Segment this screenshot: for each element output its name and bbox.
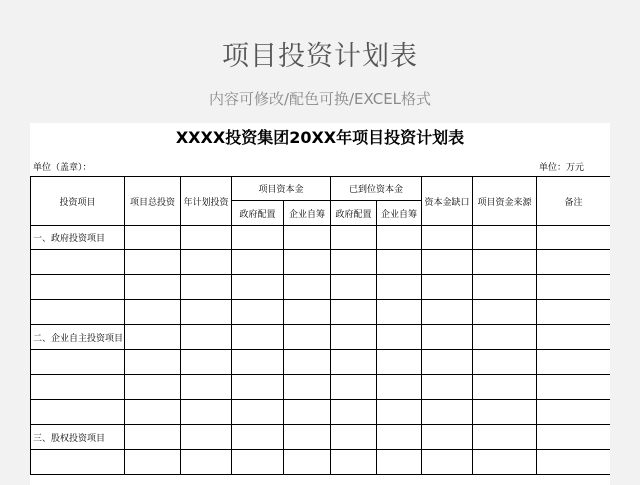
unit-label: 单位：万元 [538, 163, 584, 173]
investment-table [30, 176, 610, 475]
table-row [31, 350, 611, 375]
table-row [31, 450, 611, 475]
section-label: 二、企业自主投资项目 [31, 325, 125, 350]
page-subtitle: 内容可修改/配色可换/EXCEL格式 [208, 90, 432, 108]
header-capital-group: 项目资本金 [232, 177, 331, 201]
table-row [31, 226, 611, 250]
table-row [31, 275, 611, 300]
table-row [31, 325, 611, 350]
section-label: 一、政府投资项目 [31, 226, 125, 250]
header-capital-self: 企业自筹 [284, 201, 331, 226]
table-row [31, 400, 611, 425]
header-paid-gov: 政府配置 [331, 201, 377, 226]
header-total-investment: 项目总投资 [125, 177, 181, 226]
table-row [31, 425, 611, 450]
header-project: 投资项目 [31, 177, 125, 226]
sheet-title: XXXX投资集团20XX年项目投资计划表 [175, 128, 465, 147]
table-row [31, 300, 611, 325]
header-paid-capital-group: 已到位资本金 [331, 177, 422, 201]
header-capital-gov: 政府配置 [232, 201, 284, 226]
header-annual-plan: 年计划投资 [181, 177, 232, 226]
header-capital-gap: 资本金缺口 [422, 177, 473, 226]
unit-stamp-label: 单位（盖章）： [33, 163, 92, 173]
header-fund-source: 项目资金来源 [473, 177, 537, 226]
spreadsheet-preview [30, 123, 610, 485]
section-label: 三、股权投资项目 [31, 425, 125, 450]
table-row [31, 375, 611, 400]
table-row [31, 250, 611, 275]
page-title: 项目投资计划表 [222, 41, 418, 72]
header-remark: 备注 [537, 177, 610, 226]
header-paid-self: 企业自筹 [377, 201, 422, 226]
